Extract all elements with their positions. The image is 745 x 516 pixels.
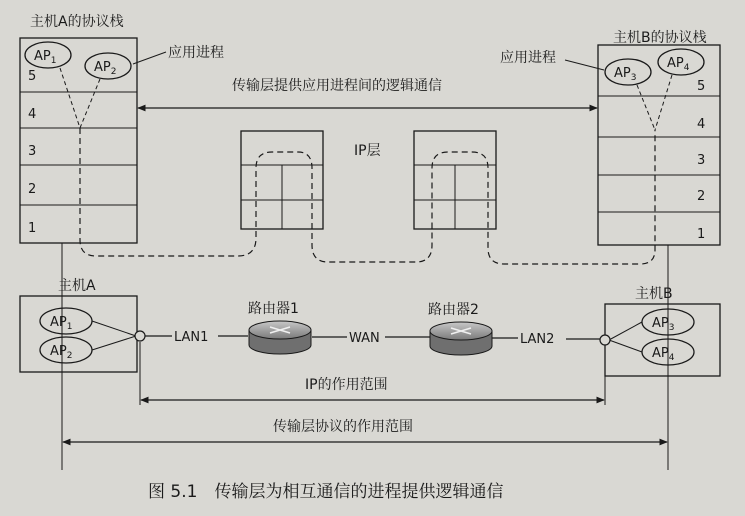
host-a-layer-3: 3 — [28, 144, 37, 159]
host-a-ap2-label: $AP_2$ — [94, 60, 117, 77]
host-b-layer-2: 2 — [697, 189, 706, 204]
host-a-box — [20, 277, 145, 372]
router2 — [428, 302, 492, 355]
host-b-box — [600, 285, 720, 376]
router2-label: 路由器2 — [428, 302, 479, 318]
logical-comm-arrow — [138, 77, 597, 108]
ip-scope-arrow — [141, 376, 604, 400]
host-b-stack — [500, 29, 720, 470]
host-b-layer-5: 5 — [697, 79, 706, 94]
figure-caption: 图 5.1 传输层为相互通信的进程提供逻辑通信 — [148, 482, 504, 502]
router1-stack — [241, 131, 323, 229]
host-b-ap3-bottom: $AP_3$ — [652, 316, 675, 333]
host-a-app-process-label: 应用进程 — [168, 45, 224, 61]
host-a-layer-1: 1 — [28, 221, 37, 236]
logical-comm-label: 传输层提供应用进程间的逻辑通信 — [232, 78, 442, 94]
transport-scope-arrow — [63, 418, 667, 442]
router1-label: 路由器1 — [248, 301, 299, 317]
ip-layer-label: IP层 — [354, 143, 381, 159]
wan-label: WAN — [349, 331, 380, 346]
host-a-port — [135, 331, 145, 341]
host-b-layer-3: 3 — [697, 153, 706, 168]
lan1-label: LAN1 — [174, 330, 209, 345]
host-a-ap1-label: $AP_1$ — [34, 49, 57, 66]
host-a-label: 主机A — [58, 278, 96, 294]
router2-stack — [414, 131, 496, 229]
ip-scope-label: IP的作用范围 — [305, 377, 388, 393]
host-b-port — [600, 335, 610, 345]
host-b-layer-1: 1 — [697, 227, 706, 242]
host-b-app-process-label: 应用进程 — [500, 50, 556, 66]
host-a-stack — [20, 13, 224, 470]
host-b-stack-title: 主机B的协议栈 — [613, 30, 707, 46]
host-b-layer-4: 4 — [697, 117, 706, 132]
host-b-ap4-label: $AP_4$ — [667, 56, 690, 73]
transport-scope-label: 传输层协议的作用范围 — [273, 419, 413, 435]
host-a-stack-title: 主机A的协议栈 — [30, 14, 124, 30]
host-a-layer-4: 4 — [28, 107, 37, 122]
host-a-layer-5: 5 — [28, 69, 37, 84]
host-a-ap2-bottom: $AP_2$ — [50, 344, 73, 361]
lan2-label: LAN2 — [520, 332, 555, 347]
host-b-ap3-label: $AP_3$ — [614, 66, 637, 83]
router1 — [248, 301, 311, 354]
host-a-layer-2: 2 — [28, 182, 37, 197]
host-b-label: 主机B — [635, 286, 673, 302]
host-b-ap4-bottom: $AP_4$ — [652, 346, 675, 363]
host-a-ap1-bottom: $AP_1$ — [50, 315, 73, 332]
